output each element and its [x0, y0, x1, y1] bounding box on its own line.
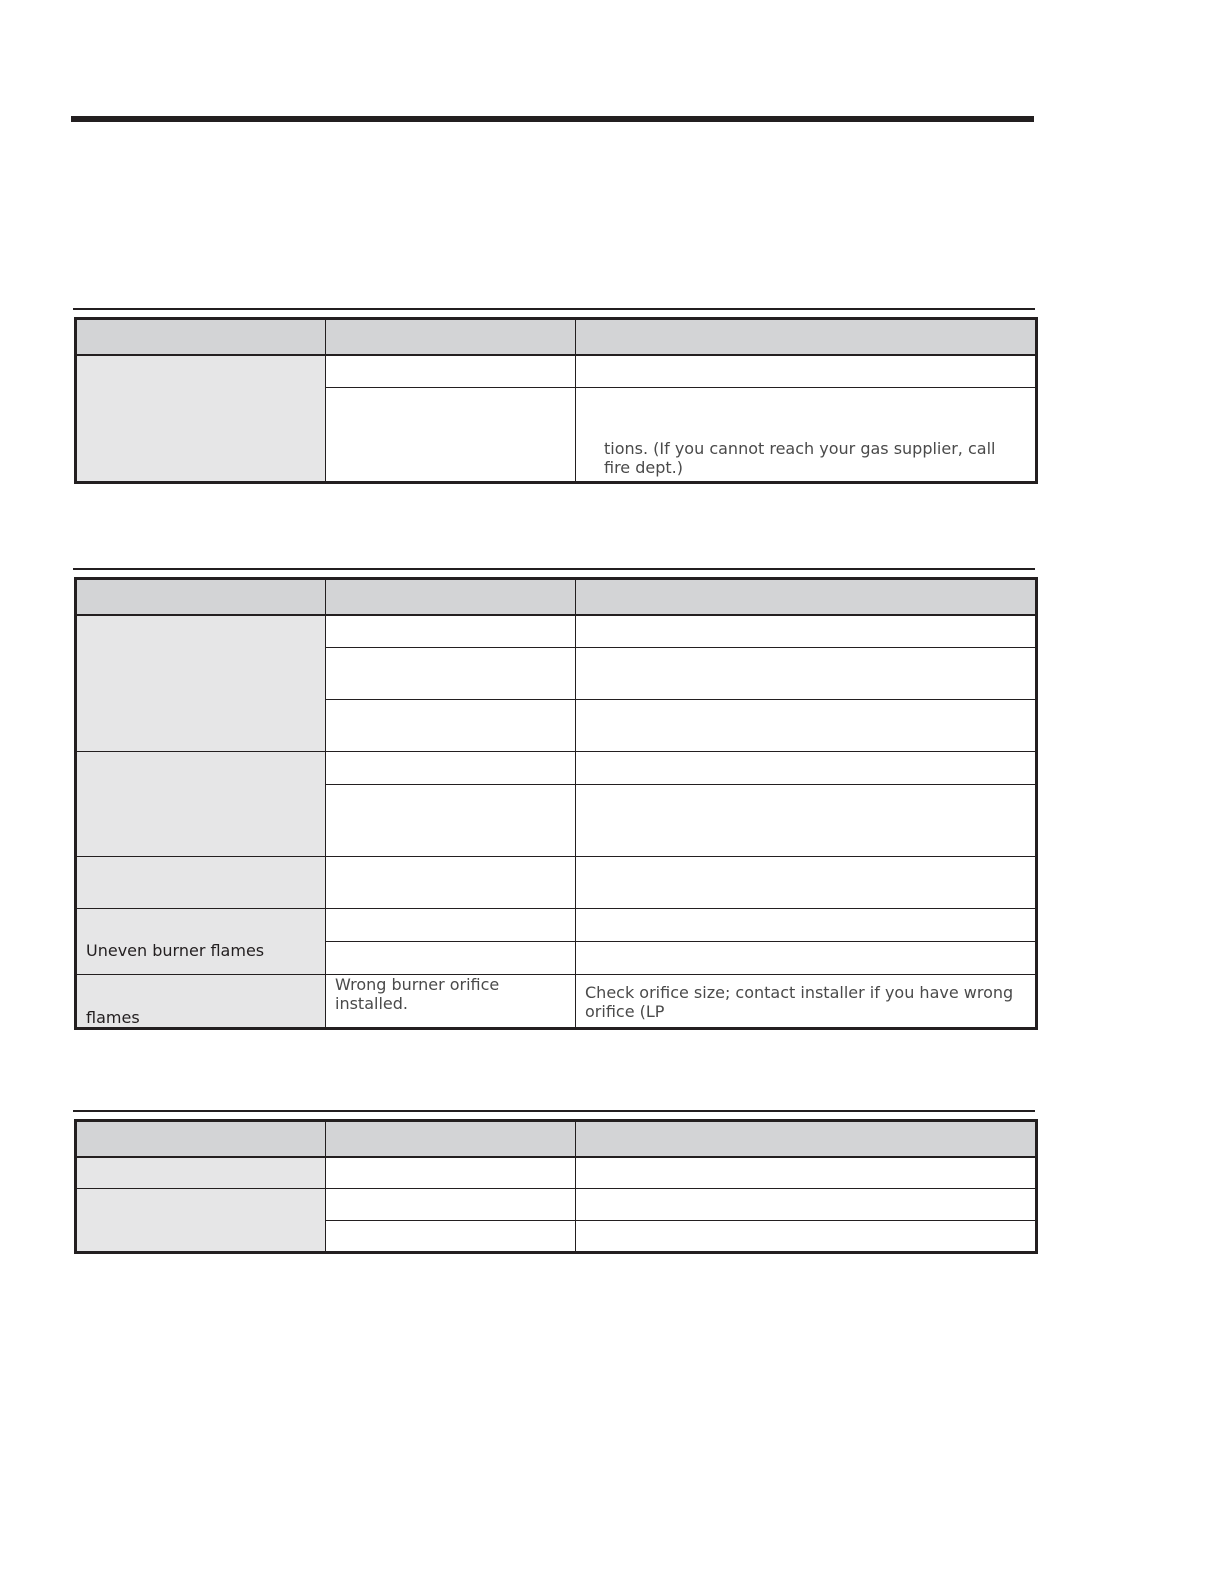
action-cell: [576, 857, 1037, 909]
section-rule-1: [73, 308, 1035, 310]
action-cell: [576, 785, 1037, 857]
table-row: [76, 909, 1037, 942]
cause-cell: [326, 1157, 576, 1189]
cause-cell: [326, 615, 576, 648]
cause-cell: [326, 355, 576, 388]
action-cell: [576, 1189, 1037, 1221]
cause-cell: [326, 648, 576, 700]
action-cell: [576, 700, 1037, 752]
cause-cell: [326, 752, 576, 785]
cause-cell: [326, 942, 576, 975]
table-row: [76, 355, 1037, 388]
action-cell: [576, 942, 1037, 975]
action-cell: [576, 648, 1037, 700]
action-cell: [576, 615, 1037, 648]
action-cell: tions. (If you cannot reach your gas supplier, call fire dept.): [576, 388, 1037, 483]
header-what-to-do: [576, 579, 1037, 615]
cause-cell: [326, 700, 576, 752]
cause-cell: [326, 1221, 576, 1253]
table-header-row: [76, 579, 1037, 615]
cause-cell: [326, 785, 576, 857]
header-problem: [76, 319, 326, 355]
header-possible-cause: [326, 579, 576, 615]
problem-cell: [76, 615, 326, 752]
table-header-row: [76, 319, 1037, 355]
cause-cell: [326, 388, 576, 483]
troubleshooting-table-3: [74, 1119, 1038, 1254]
troubleshooting-table-1: [74, 317, 1038, 484]
page-header-rule: [71, 116, 1034, 122]
table-row: [76, 1157, 1037, 1189]
table-row: [76, 1189, 1037, 1221]
table-header-row: [76, 1121, 1037, 1157]
problem-uneven-burner-flames: Uneven burner flames: [76, 909, 326, 975]
problem-cell: [76, 752, 326, 857]
action-cell: [576, 355, 1037, 388]
action-cell: [576, 1221, 1037, 1253]
troubleshooting-table-2: [74, 577, 1038, 1030]
problem-cell: [76, 857, 326, 909]
section-rule-2: [73, 568, 1035, 570]
header-possible-cause: [326, 319, 576, 355]
action-cell: [576, 1157, 1037, 1189]
section-rule-3: [73, 1110, 1035, 1112]
header-what-to-do: [576, 1121, 1037, 1157]
action-cell: [576, 752, 1037, 785]
problem-cell: [76, 1157, 326, 1189]
header-problem: [76, 1121, 326, 1157]
table-row: [76, 857, 1037, 909]
table-row: [76, 752, 1037, 785]
action-cell: [576, 909, 1037, 942]
header-what-to-do: [576, 319, 1037, 355]
problem-cell: [76, 1189, 326, 1253]
header-possible-cause: [326, 1121, 576, 1157]
problem-flames: flames: [76, 975, 326, 1029]
cause-cell: [326, 909, 576, 942]
cause-cell: [326, 857, 576, 909]
problem-cell: [76, 355, 326, 483]
header-problem: [76, 579, 326, 615]
cause-wrong-orifice: Wrong burner orifice installed.: [326, 975, 576, 1029]
table-row: [76, 975, 1037, 1029]
cause-cell: [326, 1189, 576, 1221]
table-row: [76, 615, 1037, 648]
action-check-orifice: Check orifice size; contact installer if you have wrong orifice (LP: [576, 975, 1037, 1029]
